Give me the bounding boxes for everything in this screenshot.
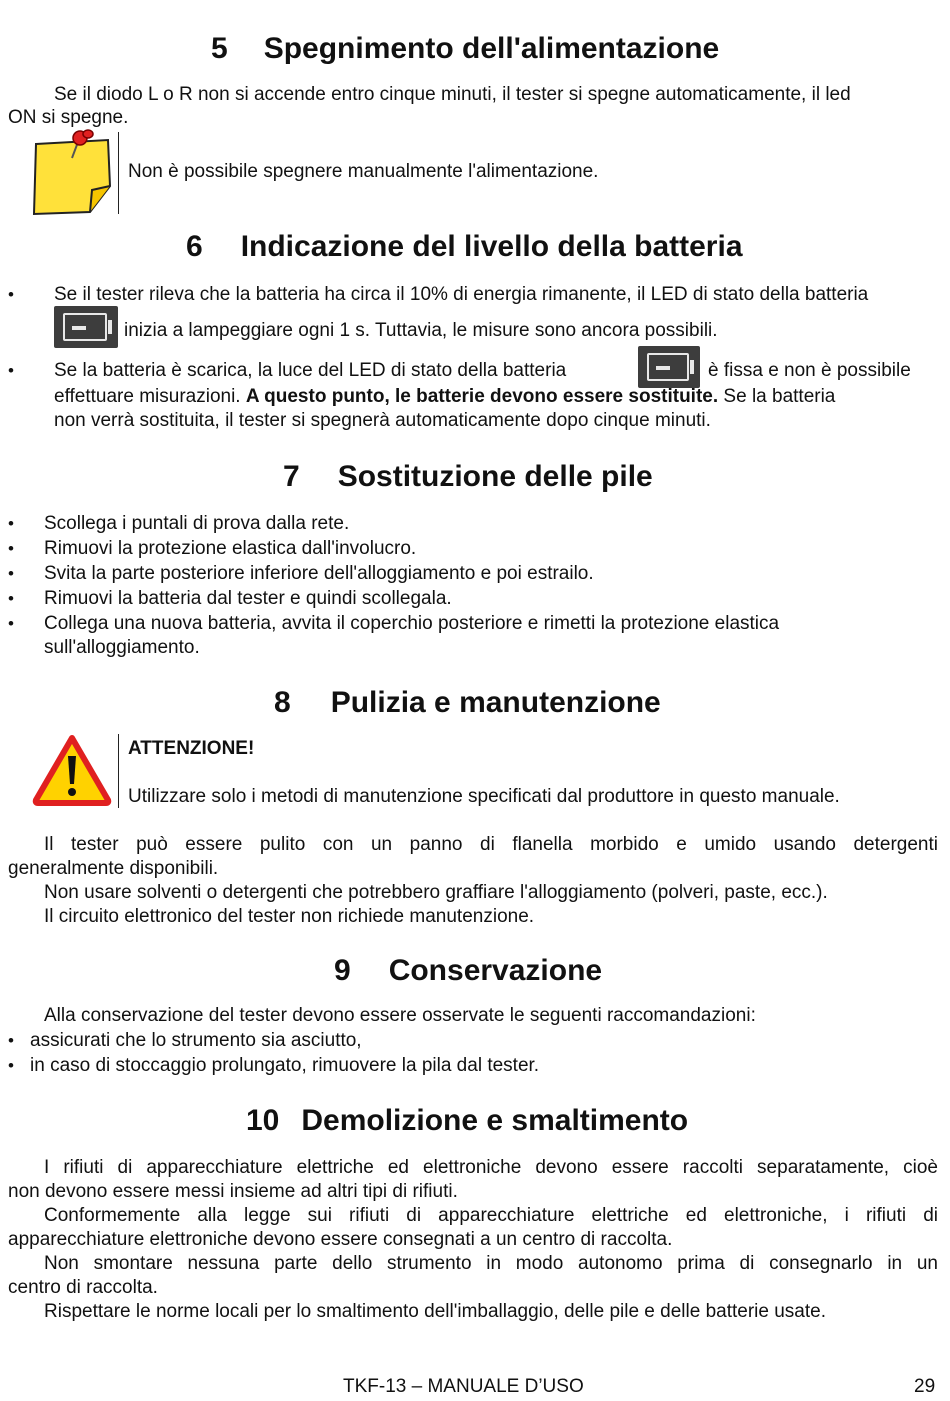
- footer-manual-title: TKF-13 – MANUALE D’USO: [343, 1376, 584, 1397]
- section-number: 8: [274, 686, 291, 719]
- section-title: Spegnimento dell'alimentazione: [263, 32, 720, 65]
- section-10-heading: [246, 1104, 688, 1138]
- paragraph-line: Conformemente alla legge sui rifiuti di apparecchiature elettriche ed elettroniche, i rifiuti di: [44, 1205, 938, 1226]
- list-item: Svita la parte posteriore inferiore dell'alloggiamento e poi estrailo.: [44, 563, 594, 584]
- section-8-heading: [274, 686, 661, 720]
- text-run: Se la batteria: [718, 386, 836, 407]
- bullet-dot: •: [8, 361, 14, 380]
- list-item: assicurati che lo strumento sia asciutto,: [30, 1030, 362, 1051]
- paragraph-line: Rispettare le norme locali per lo smaltimento dell'imballaggio, delle pile e delle batterie usate.: [44, 1301, 826, 1322]
- section-title: Demolizione e smaltimento: [301, 1104, 689, 1137]
- section-title: Sostituzione delle pile: [337, 460, 653, 493]
- bullet-dot: •: [8, 564, 14, 583]
- bullet-dot: •: [8, 539, 14, 558]
- paragraph: [8, 833, 938, 929]
- paragraph-line: Se il diodo L o R non si accende entro cinque minuti, il tester si spegne automaticamente, il led: [54, 84, 851, 105]
- warning-triangle-icon: [32, 734, 112, 806]
- paragraph-line: ON si spegne.: [8, 107, 129, 128]
- warning-title: ATTENZIONE!: [128, 738, 255, 759]
- paragraph-line: Se il tester rileva che la batteria ha circa il 10% di energia rimanente, il LED di stato della batteria: [54, 284, 869, 305]
- bullet-dot: •: [8, 589, 14, 608]
- paragraph-line: Alla conservazione del tester devono essere osservate le seguenti raccomandazioni:: [44, 1005, 756, 1026]
- paragraph-line: centro di raccolta.: [8, 1277, 158, 1298]
- section-7-heading: [283, 460, 653, 494]
- paragraph-line: è fissa e non è possibile: [708, 360, 911, 381]
- paragraph-line: Non smontare nessuna parte dello strumento in modo autonomo prima di consegnarlo in un: [44, 1253, 938, 1274]
- paragraph-line: generalmente disponibili.: [8, 858, 219, 879]
- section-title: Conservazione: [388, 954, 603, 987]
- bullet-dot: •: [8, 285, 14, 304]
- list-item: Rimuovi la protezione elastica dall'involucro.: [44, 538, 417, 559]
- warning-divider: [118, 734, 119, 808]
- paragraph: [8, 1156, 938, 1324]
- sticky-note-pin-icon: [30, 128, 114, 216]
- bold-text: A questo punto, le batterie devono essere sostituite.: [245, 386, 719, 407]
- section-9-heading: [334, 954, 602, 988]
- paragraph-line: Il tester può essere pulito con un panno di flanella morbido e umido usando detergenti: [44, 834, 938, 855]
- section-number: 5: [211, 32, 228, 65]
- battery-led-icon: [638, 346, 700, 388]
- text-run: effettuare misurazioni.: [54, 386, 246, 407]
- paragraph-line: non verrà sostituita, il tester si spegnerà automaticamente dopo cinque minuti.: [54, 410, 711, 431]
- section-number: 7: [283, 460, 300, 493]
- bullet-dot: •: [8, 514, 14, 533]
- paragraph-line: non devono essere messi insieme ad altri tipi di rifiuti.: [8, 1181, 458, 1202]
- paragraph-line: apparecchiature elettroniche devono essere consegnati a un centro di raccolta.: [8, 1229, 673, 1250]
- list-item: sull'alloggiamento.: [44, 637, 200, 658]
- section-title: Pulizia e manutenzione: [330, 686, 661, 719]
- section-number: 10: [246, 1104, 280, 1137]
- list-item: Collega una nuova batteria, avvita il coperchio posteriore e rimetti la protezione elastica: [44, 613, 780, 634]
- warning-text: Utilizzare solo i metodi di manutenzione specificati dal produttore in questo manuale.: [128, 786, 840, 807]
- paragraph-line: I rifiuti di apparecchiature elettriche ed elettroniche devono essere raccolti separatamente, cioè: [44, 1157, 938, 1178]
- bullet-dot: •: [8, 1056, 14, 1075]
- section-6-heading: [186, 230, 743, 264]
- note-text: Non è possibile spegnere manualmente l'alimentazione.: [128, 161, 599, 182]
- section-number: 6: [186, 230, 203, 263]
- list-item: in caso di stoccaggio prolungato, rimuovere la pila dal tester.: [30, 1055, 540, 1076]
- list-item: Rimuovi la batteria dal tester e quindi scollegala.: [44, 588, 452, 609]
- paragraph-line: inizia a lampeggiare ogni 1 s. Tuttavia, le misure sono ancora possibili.: [124, 320, 718, 341]
- battery-led-icon: [54, 306, 118, 348]
- section-title: Indicazione del livello della batteria: [240, 230, 743, 263]
- section-number: 9: [334, 954, 351, 987]
- bullet-dot: •: [8, 614, 14, 633]
- paragraph-line: Non usare solventi o detergenti che potrebbero graffiare l'alloggiamento (polveri, paste, ecc.).: [44, 882, 828, 903]
- list-item: Scollega i puntali di prova dalla rete.: [44, 513, 350, 534]
- paragraph-line: Se la batteria è scarica, la luce del LED di stato della batteria: [54, 360, 567, 381]
- paragraph-line: Il circuito elettronico del tester non richiede manutenzione.: [44, 906, 535, 927]
- paragraph-line: [54, 386, 835, 408]
- note-divider: [118, 132, 119, 214]
- bullet-dot: •: [8, 1031, 14, 1050]
- section-5-heading: [211, 32, 719, 66]
- page-number: 29: [914, 1376, 936, 1397]
